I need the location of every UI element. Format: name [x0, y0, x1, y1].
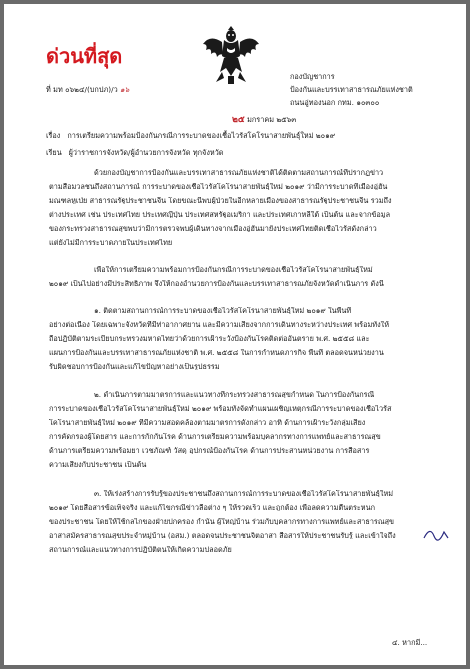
subject-text: การเตรียมความพร้อมป้องกันกรณีการระบาดของเชื้อไวรัสโคโรนาสายพันธุ์ใหม่ ๒๐๑๙	[67, 131, 336, 140]
paragraph-line: มณฑลหูเป่ย สาธารณรัฐประชาชนจีน โดยขณะนี้พบผู้ป่วยในอีกหลายเมืองของสาธารณรัฐประชาชนจีน รวมถึง	[49, 197, 392, 205]
subject-label: เรื่อง	[46, 131, 61, 140]
paragraph-line: ของประชาชน โดยให้ใช้กลไกของฝ่ายปกครอง กำนัน ผู้ใหญ่บ้าน ร่วมกับบุคลากรทางการแพทย์และสาธารณสุข	[49, 518, 395, 526]
recipient-line	[46, 149, 224, 156]
date-month-year: มกราคม ๒๕๖๓	[247, 115, 297, 124]
paragraph-line: ๒๐๑๙ เป็นไปอย่างมีประสิทธิภาพ จึงให้กองอำนวยการป้องกันและบรรเทาสาธารณภัยจังหวัดดำเนินการ ดังนี้	[49, 280, 384, 288]
paragraph-line: สถานการณ์และแนวทางการปฏิบัติตนให้เกิดความปลอดภัย	[49, 546, 232, 554]
document-number	[46, 86, 129, 93]
paragraph-line: ตามสื่อมวลชนถึงสถานการณ์ การระบาดของเชื้อไวรัสโคโรนาสายพันธุ์ใหม่ ๒๐๑๙ ว่ามีการระบาดที่เมืองอู่ฮั่น	[49, 183, 388, 191]
date-day-handwritten: ๒๕	[232, 115, 245, 125]
paragraph-line: อย่างต่อเนื่อง โดยเฉพาะจังหวัดที่มีท่าอากาศยาน และมีความเสี่ยงจากการเดินทางระหว่างประเทศ พร้อมทั้งให้	[49, 321, 390, 329]
paragraph-line: ต่างประเทศ เช่น ประเทศไทย ประเทศญี่ปุ่น ประเทศสหรัฐอเมริกา และประเทศเกาหลีใต้ เป็นต้น และจากข้อมูล	[49, 211, 391, 219]
urgent-label: ด่วนที่สุด	[46, 44, 123, 68]
sender-line-1: กองบัญชาการ	[290, 72, 335, 81]
subject-line	[46, 132, 335, 139]
continued-indicator: ๔. หากมี...	[392, 638, 428, 647]
recipient-text: ผู้ว่าราชการจังหวัด/ผู้อำนวยการจังหวัด ทุกจังหวัด	[68, 148, 224, 157]
paragraph-line: ๓. ให้เร่งสร้างการรับรู้ของประชาชนถึงสถานการณ์การระบาดของเชื้อไวรัสโคโรนาสายพันธุ์ใหม่	[94, 490, 394, 498]
paragraph-line: ถือปฏิบัติตามระเบียบกระทรวงมหาดไทยว่าด้วยการเฝ้าระวังป้องกันโรคติดต่ออันตราย พ.ศ. ๒๕๕๘ และ	[49, 335, 370, 343]
paragraph-line: แผนการป้องกันและบรรเทาสาธารณภัยแห่งชาติ พ.ศ. ๒๕๕๘ ในการกำหนดภารกิจ พื้นที่ ตลอดจนหน่วยงาน	[49, 349, 384, 357]
paragraph-line: แต่ยังไม่มีการระบาดภายในประเทศไทย	[49, 239, 173, 247]
paragraph-line: รับผิดชอบการป้องกันและแก้ไขปัญหาอย่างเป็นรูปธรรม	[49, 363, 220, 371]
document-number-handwritten: ๑๖	[120, 85, 130, 94]
paragraph-line: โคโรนาสายพันธุ์ใหม่ ๒๐๑๙ ที่มีความสอดคล้องตามมาตรการดังกล่าว อาทิ ด้านการเฝ้าระวังกลุ่มเสี่ยง	[49, 419, 366, 427]
garuda-emblem-icon	[202, 26, 260, 86]
paragraph-line: การระบาดของเชื้อไวรัสโคโรนาสายพันธุ์ใหม่ ๒๐๑๙ พร้อมทั้งจัดทำแผนเผชิญเหตุกรณีการระบาดของเชื้อไวรัส	[49, 405, 392, 413]
sender-line-2: ป้องกันและบรรเทาสาธารณภัยแห่งชาติ	[290, 85, 413, 94]
recipient-label: เรียน	[46, 148, 62, 157]
paragraph-line: การคัดกรองผู้โดยสาร และการกักกันโรค ด้านการเตรียมความพร้อมบุคลากรทางการแพทย์และสาธารณสุข	[49, 433, 381, 441]
paragraph-line: ความเสี่ยงกับประชาชน เป็นต้น	[49, 461, 147, 469]
document-page	[4, 4, 466, 665]
paragraph-line: เพื่อให้การเตรียมความพร้อมการป้องกันกรณีการระบาดของเชื้อไวรัสโคโรนาสายพันธุ์ใหม่	[94, 266, 373, 274]
paragraph-line: ๒. ดำเนินการตามมาตรการและแนวทางที่กระทรวงสาธารณสุขกำหนด ในการป้องกันกรณี	[94, 391, 375, 399]
paragraph-line: ของกระทรวงสาธารณสุขพบว่ามีการตรวจพบผู้เดินทางจากเมืองอู่ฮั่นมายังประเทศไทยติดเชื้อไวรัสดังกล่าว	[49, 225, 377, 233]
paragraph-line: อาสาสมัครสาธารณสุขประจำหมู่บ้าน (อสม.) ตลอดจนประชาชนจิตอาสา สื่อสารให้ประชาชนรับรู้ และเข้าใจถึง	[49, 532, 396, 540]
document-number-text: ที่ มท ๐๖๒๔/(บกปภ)/ว	[46, 85, 118, 94]
handwritten-mark-icon	[422, 524, 450, 544]
paragraph-line: ๒๐๑๙ โดยสื่อสารข้อเท็จจริง และแก้ไขกรณีข่าวลือต่าง ๆ ให้รวดเร็ว และถูกต้อง เพื่อลดความตื่นตระหนก	[49, 504, 375, 512]
paragraph-line: ด้วยกองบัญชาการป้องกันและบรรเทาสาธารณภัยแห่งชาติได้ติดตามสถานการณ์ที่ปรากฏข่าว	[94, 169, 384, 177]
paragraph-line: ด้านการเตรียมความพร้อมยา เวชภัณฑ์ วัสดุ อุปกรณ์ป้องกันโรค ด้านการประสานหน่วยงาน การสื่อสาร	[49, 447, 370, 455]
document-date	[232, 116, 296, 125]
sender-line-3: ถนนอู่ทองนอก กทม. ๑๐๓๐๐	[290, 98, 380, 107]
paragraph-line: ๑. ติดตามสถานการณ์การระบาดของเชื้อไวรัสโคโรนาสายพันธุ์ใหม่ ๒๐๑๙ ในพื้นที่	[94, 307, 352, 315]
